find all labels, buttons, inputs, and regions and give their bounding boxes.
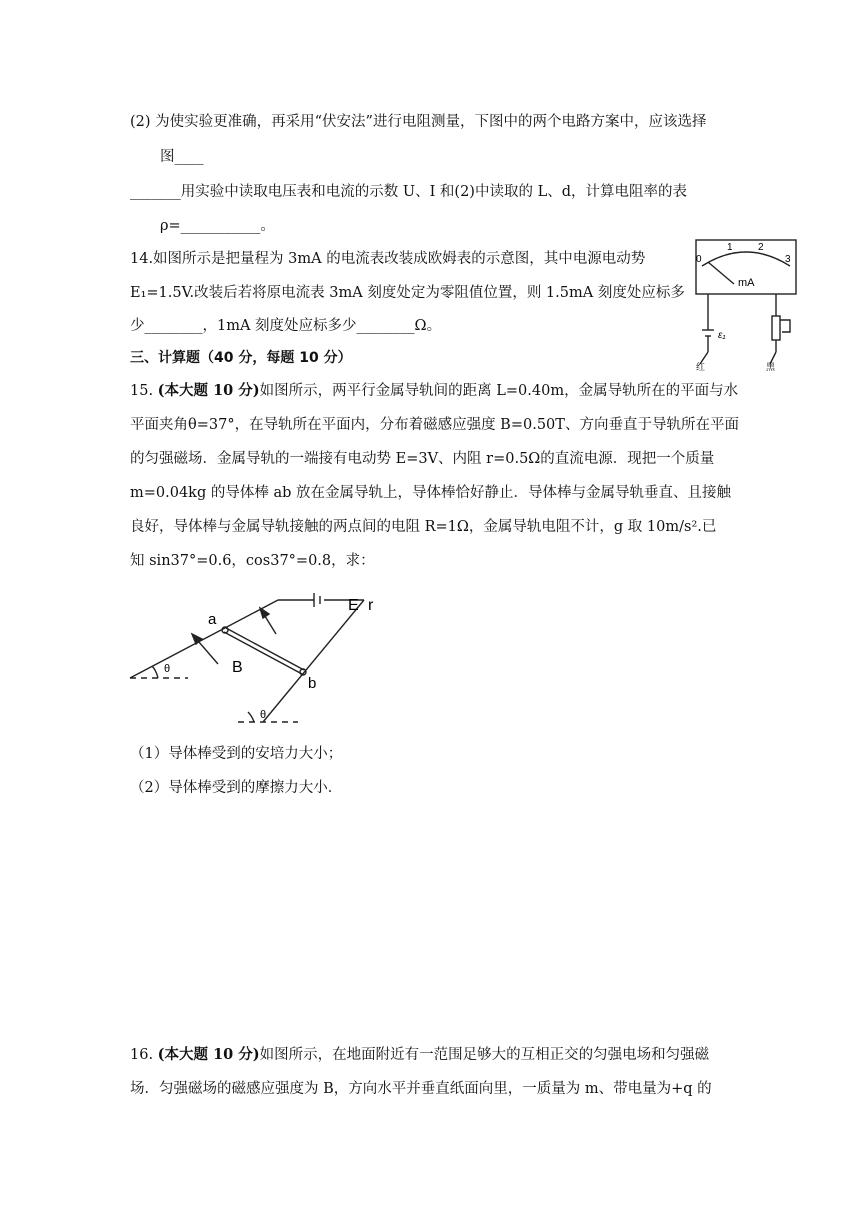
meter-scale-arc: [702, 252, 790, 266]
variable-resistor: [772, 316, 780, 340]
q14-line3: 少________，1mA 刻度处应标多少________Ω。: [130, 318, 442, 334]
meter-pointer: [708, 262, 734, 284]
scale-label-2: 2: [758, 242, 764, 253]
q16-text-1: 如图所示，在地面附近有一范围足够大的互相正交的匀强电场和匀强磁: [259, 1047, 710, 1063]
q15-number: 15.: [130, 383, 154, 399]
label-b: b: [308, 675, 317, 692]
label-r: r: [368, 597, 374, 614]
q15-score-tag: (本大题 10 分): [157, 382, 260, 399]
scale-label-1: 1: [727, 242, 733, 253]
angle-arc-2: [248, 712, 254, 722]
q15-sub2: （2）导体棒受到的摩擦力大小．: [130, 780, 343, 796]
q16-number: 16.: [130, 1047, 154, 1063]
scale-label-0: 0: [696, 254, 702, 265]
angle-arc-1: [152, 666, 158, 678]
red-probe-label: 红: [696, 362, 706, 372]
section3-heading: 三、计算题（40 分，每题 10 分）: [130, 350, 352, 366]
label-theta-2: θ: [260, 709, 267, 721]
q14-line2: E₁=1.5V.改装后若将原电流表 3mA 刻度处定为零阻值位置，则 1.5mA 刻度处应标多: [130, 285, 685, 301]
label-E: E: [348, 597, 359, 614]
inclined-rails-figure: [128, 590, 378, 726]
q15-line6: 知 sin37°=0.6，cos37°=0.8，求：: [130, 553, 375, 569]
q13-part2-line1: (2) 为使实验更准确，再采用“伏安法”进行电阻测量，下图中的两个电路方案中，应该选择: [130, 114, 707, 130]
q13-part2-line4: ρ=___________。: [160, 218, 275, 234]
q15-line3: 的匀强磁场．金属导轨的一端接有电动势 E=3V、内阻 r=0.5Ω的直流电源．现把一个质量: [130, 451, 715, 467]
field-arrow-B-head: [192, 634, 202, 644]
label-a: a: [208, 611, 217, 628]
battery-label: ε₁: [718, 330, 726, 341]
q13-part2-line3: _______用实验中读取电压表和电流的示数 U、I 和(2)中读取的 L、d，计算电阻率的表: [130, 184, 687, 200]
meter-unit-label: mA: [738, 277, 755, 289]
q15-line5: 良好，导体棒与金属导轨接触的两点间的电阻 R=1Ω，金属导轨电阻不计，g 取 10m/s².已: [130, 519, 717, 535]
q15-text-1: 如图所示，两平行金属导轨间的距离 L=0.40m，金属导轨所在的平面与水: [259, 383, 739, 399]
q16-score-tag: (本大题 10 分): [157, 1046, 260, 1063]
field-arrow-top-head: [260, 608, 269, 618]
label-theta-1: θ: [164, 663, 171, 675]
q13-part2-line2: 图____: [160, 149, 204, 165]
black-probe-label: 黑: [766, 362, 776, 372]
q15-sub1: （1）导体棒受到的安培力大小；: [130, 746, 343, 762]
q16-line1: [130, 1045, 709, 1065]
q16-line2: 场．匀强磁场的磁感应强度为 B，方向水平并垂直纸面向里，一质量为 m、带电量为+q 的: [130, 1081, 712, 1097]
q14-line1: 14.如图所示是把量程为 3mA 的电流表改装成欧姆表的示意图，其中电源电动势: [130, 251, 646, 267]
scale-label-3: 3: [785, 254, 791, 265]
q15-line2: 平面夹角θ=37°，在导轨所在平面内，分布着磁感应强度 B=0.50T、方向垂直于导轨所在平面: [130, 417, 739, 433]
q15-line1: [130, 381, 738, 401]
label-B: B: [232, 659, 243, 676]
q15-line4: m=0.04kg 的导体棒 ab 放在金属导轨上，导体棒恰好静止．导体棒与金属导轨垂直、且接触: [130, 485, 732, 501]
ohmmeter-figure: [690, 236, 802, 372]
